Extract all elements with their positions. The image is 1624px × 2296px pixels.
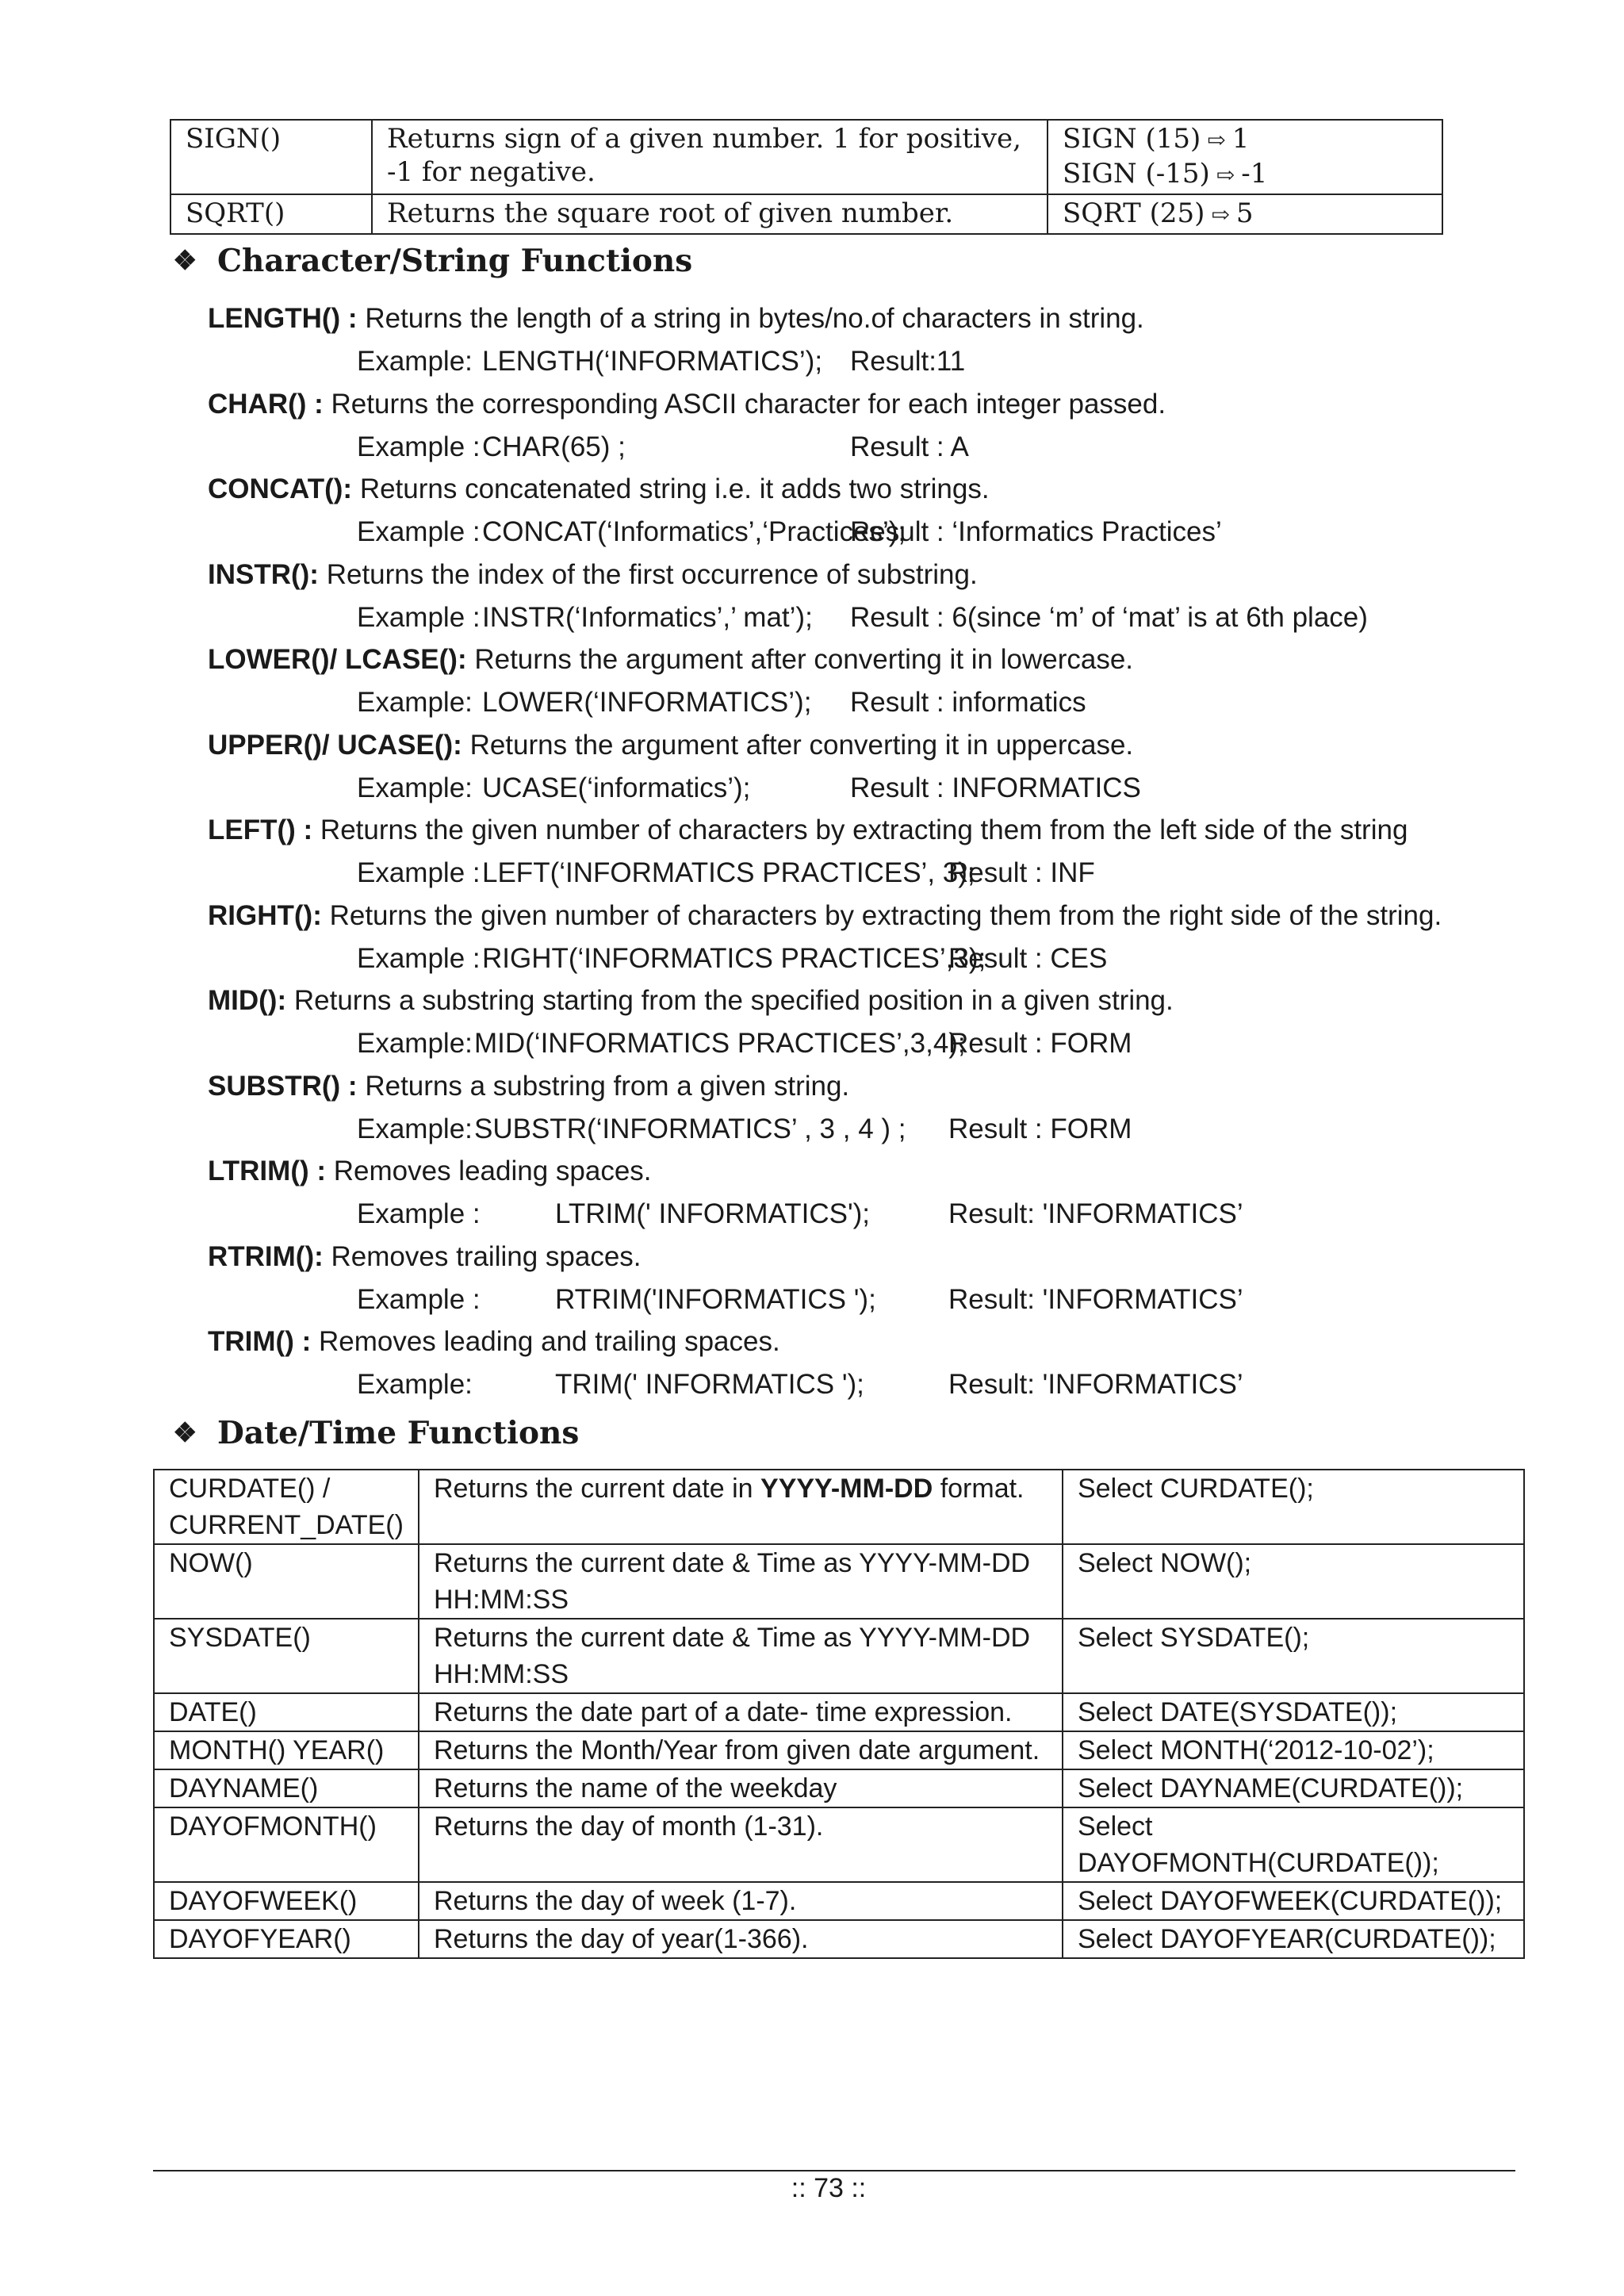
function-example: Select CURDATE(); — [1063, 1470, 1524, 1544]
example-code: CHAR(65) ; — [482, 431, 626, 462]
function-description: Returns the current date in YYYY-MM-DD format. — [419, 1470, 1063, 1544]
table-row — [154, 1544, 1524, 1619]
function-definition — [208, 813, 1408, 848]
example-label: Example : — [357, 601, 481, 633]
footer-divider — [153, 2170, 1515, 2171]
function-definition — [208, 387, 1166, 422]
example-label: Example : — [357, 857, 481, 888]
function-name: LEFT() : — [208, 815, 313, 845]
function-definition — [208, 899, 1442, 933]
table-row — [170, 194, 1442, 234]
function-description: Returns the length of a string in bytes/no.of characters in string. — [365, 303, 1144, 334]
function-name: SYSDATE() — [154, 1619, 419, 1693]
function-description: Returns concatenated string i.e. it adds two strings. — [359, 473, 990, 504]
function-definition — [208, 1240, 642, 1274]
table-row — [154, 1882, 1524, 1920]
function-name: CURDATE() / CURRENT_DATE() — [154, 1470, 419, 1544]
example-result: Result : A — [850, 431, 969, 462]
function-description: Removes trailing spaces. — [331, 1240, 642, 1272]
function-name: DAYOFMONTH() — [154, 1807, 419, 1882]
right-arrow-icon: ⇨ — [1211, 201, 1230, 228]
function-name: MONTH() YEAR() — [154, 1731, 419, 1769]
example-result: Result : FORM — [948, 1028, 1132, 1059]
function-example: SQRT (25) ⇨ 5 — [1048, 194, 1442, 234]
function-description: Removes leading and trailing spaces. — [318, 1326, 780, 1357]
table-row — [170, 120, 1442, 194]
example-result: Result : FORM — [948, 1113, 1132, 1144]
function-definition — [208, 558, 978, 592]
page-number: :: 73 :: — [791, 2173, 867, 2203]
function-example: Select NOW(); — [1063, 1544, 1524, 1619]
function-name: RTRIM(): — [208, 1240, 324, 1272]
function-name: INSTR(): — [208, 558, 319, 590]
table-row — [154, 1920, 1524, 1958]
function-description: Returns the day of week (1-7). — [419, 1882, 1063, 1920]
function-description: Returns the date part of a date- time expression. — [419, 1693, 1063, 1731]
example-code: LTRIM(' INFORMATICS'); — [555, 1198, 871, 1229]
example-result: Result : informatics — [850, 687, 1086, 718]
table-row — [154, 1807, 1524, 1882]
example-result: Result: 'INFORMATICS’ — [948, 1283, 1243, 1315]
function-name: TRIM() : — [208, 1326, 312, 1357]
function-name: DATE() — [154, 1693, 419, 1731]
function-definition — [208, 472, 990, 507]
example-result: Result:11 — [850, 346, 966, 377]
function-description: Returns the given number of characters by extracting them from the left side of the string — [320, 815, 1408, 845]
example-code: INSTR(‘Informatics’,’ mat’); — [482, 601, 813, 633]
example-code: UCASE(‘informatics’); — [482, 772, 751, 803]
function-description: Returns the Month/Year from given date argument. — [419, 1731, 1063, 1769]
function-description: Returns a substring from a given string. — [365, 1070, 850, 1102]
function-example: SIGN (15) ⇨ 1 SIGN (-15) ⇨ -1 — [1048, 120, 1442, 194]
function-example: Select DAYOFWEEK(CURDATE()); — [1063, 1882, 1524, 1920]
example-label: Example: — [357, 1113, 473, 1144]
table-row — [154, 1731, 1524, 1769]
math-functions-table — [170, 119, 1443, 235]
function-name: UPPER()/ UCASE(): — [208, 729, 462, 761]
function-description: Returns the current date & Time as YYYY-MM-DD HH:MM:SS — [419, 1544, 1063, 1619]
function-description: Removes leading spaces. — [333, 1156, 652, 1186]
function-definition — [208, 1069, 849, 1104]
example-code: LOWER(‘INFORMATICS’); — [482, 687, 812, 718]
function-definition — [208, 728, 1133, 763]
function-name: SUBSTR() : — [208, 1070, 358, 1102]
function-name: RIGHT(): — [208, 899, 322, 931]
function-description: Returns the square root of given number. — [372, 194, 1048, 234]
function-description: Returns the index of the first occurrence of substring. — [326, 558, 978, 590]
diamond-bullet-icon: ❖ — [173, 245, 197, 277]
function-name: DAYOFWEEK() — [154, 1882, 419, 1920]
example-code: SUBSTR(‘INFORMATICS’ , 3 , 4 ) ; — [474, 1113, 906, 1144]
example-label: Example: — [357, 1369, 473, 1400]
function-name: MID(): — [208, 985, 287, 1016]
function-definition — [208, 642, 1133, 677]
example-label: Example: — [357, 346, 473, 377]
function-name: CONCAT(): — [208, 473, 353, 504]
table-row — [154, 1470, 1524, 1544]
example-label: Example : — [357, 516, 481, 547]
example-label: Example : — [357, 431, 481, 462]
function-example: Select MONTH(‘2012-10-02’); — [1063, 1731, 1524, 1769]
function-description: Returns the day of month (1-31). — [419, 1807, 1063, 1882]
date-functions-table — [153, 1469, 1525, 1959]
right-arrow-icon: ⇨ — [1216, 162, 1235, 188]
function-name: SIGN() — [170, 120, 372, 194]
function-name: CHAR() : — [208, 388, 324, 420]
example-label: Example : — [357, 1198, 481, 1229]
function-name: SQRT() — [170, 194, 372, 234]
table-row — [154, 1619, 1524, 1693]
function-example: Select DATE(SYSDATE()); — [1063, 1693, 1524, 1731]
function-name: DAYOFYEAR() — [154, 1920, 419, 1958]
example-result: Result: 'INFORMATICS’ — [948, 1369, 1243, 1400]
example-code: LENGTH(‘INFORMATICS’); — [482, 346, 823, 377]
example-code: LEFT(‘INFORMATICS PRACTICES’, 3); — [482, 857, 975, 888]
example-label: Example : — [357, 1283, 481, 1315]
function-example: Select DAYOFMONTH(CURDATE()); — [1063, 1807, 1524, 1882]
string-section-heading: ❖ Character/String Functions — [173, 243, 693, 279]
function-name: DAYNAME() — [154, 1769, 419, 1807]
table-row — [154, 1769, 1524, 1807]
example-label: Example: — [357, 772, 473, 803]
function-description: Returns the corresponding ASCII character for each integer passed. — [331, 388, 1166, 420]
function-description: Returns sign of a given number. 1 for positive, -1 for negative. — [372, 120, 1048, 194]
example-code: CONCAT(‘Informatics’,‘Practices’); — [482, 516, 906, 547]
function-description: Returns the current date & Time as YYYY-MM-DD HH:MM:SS — [419, 1619, 1063, 1693]
example-result: Result : INFORMATICS — [850, 772, 1141, 803]
function-description: Returns the day of year(1-366). — [419, 1920, 1063, 1958]
diamond-bullet-icon: ❖ — [173, 1417, 197, 1449]
example-code: MID(‘INFORMATICS PRACTICES’,3,4); — [474, 1028, 966, 1059]
function-definition — [208, 1154, 652, 1189]
right-arrow-icon: ⇨ — [1207, 127, 1226, 153]
function-description: Returns the argument after converting it in uppercase. — [469, 729, 1134, 761]
function-definition — [208, 301, 1144, 336]
function-name: LTRIM() : — [208, 1156, 327, 1186]
table-row — [154, 1693, 1524, 1731]
function-example: Select DAYNAME(CURDATE()); — [1063, 1769, 1524, 1807]
function-description: Returns the argument after converting it in lowercase. — [474, 644, 1134, 675]
example-result: Result : ‘Informatics Practices’ — [850, 516, 1222, 547]
example-code: RTRIM('INFORMATICS '); — [555, 1283, 876, 1315]
example-result: Result : CES — [948, 942, 1108, 974]
function-definition — [208, 983, 1174, 1018]
function-name: LENGTH() : — [208, 303, 358, 334]
example-label: Example: — [357, 687, 473, 718]
function-example: Select DAYOFYEAR(CURDATE()); — [1063, 1920, 1524, 1958]
example-result: Result: 'INFORMATICS’ — [948, 1198, 1243, 1229]
function-example: Select SYSDATE(); — [1063, 1619, 1524, 1693]
example-result: Result : 6(since ‘m’ of ‘mat’ is at 6th place) — [850, 601, 1368, 633]
function-name: NOW() — [154, 1544, 419, 1619]
function-definition — [208, 1324, 780, 1359]
function-description: Returns a substring starting from the specified position in a given string. — [293, 985, 1174, 1016]
date-section-heading: ❖ Date/Time Functions — [173, 1415, 580, 1451]
function-name: LOWER()/ LCASE(): — [208, 644, 467, 675]
example-code: TRIM(' INFORMATICS '); — [555, 1369, 864, 1400]
example-label: Example : — [357, 942, 481, 974]
function-description: Returns the name of the weekday — [419, 1769, 1063, 1807]
function-description: Returns the given number of characters by extracting them from the right side of the string. — [329, 899, 1442, 931]
example-code: RIGHT(‘INFORMATICS PRACTICES’,3); — [482, 942, 986, 974]
example-label: Example: — [357, 1028, 473, 1059]
example-result: Result : INF — [948, 857, 1095, 888]
